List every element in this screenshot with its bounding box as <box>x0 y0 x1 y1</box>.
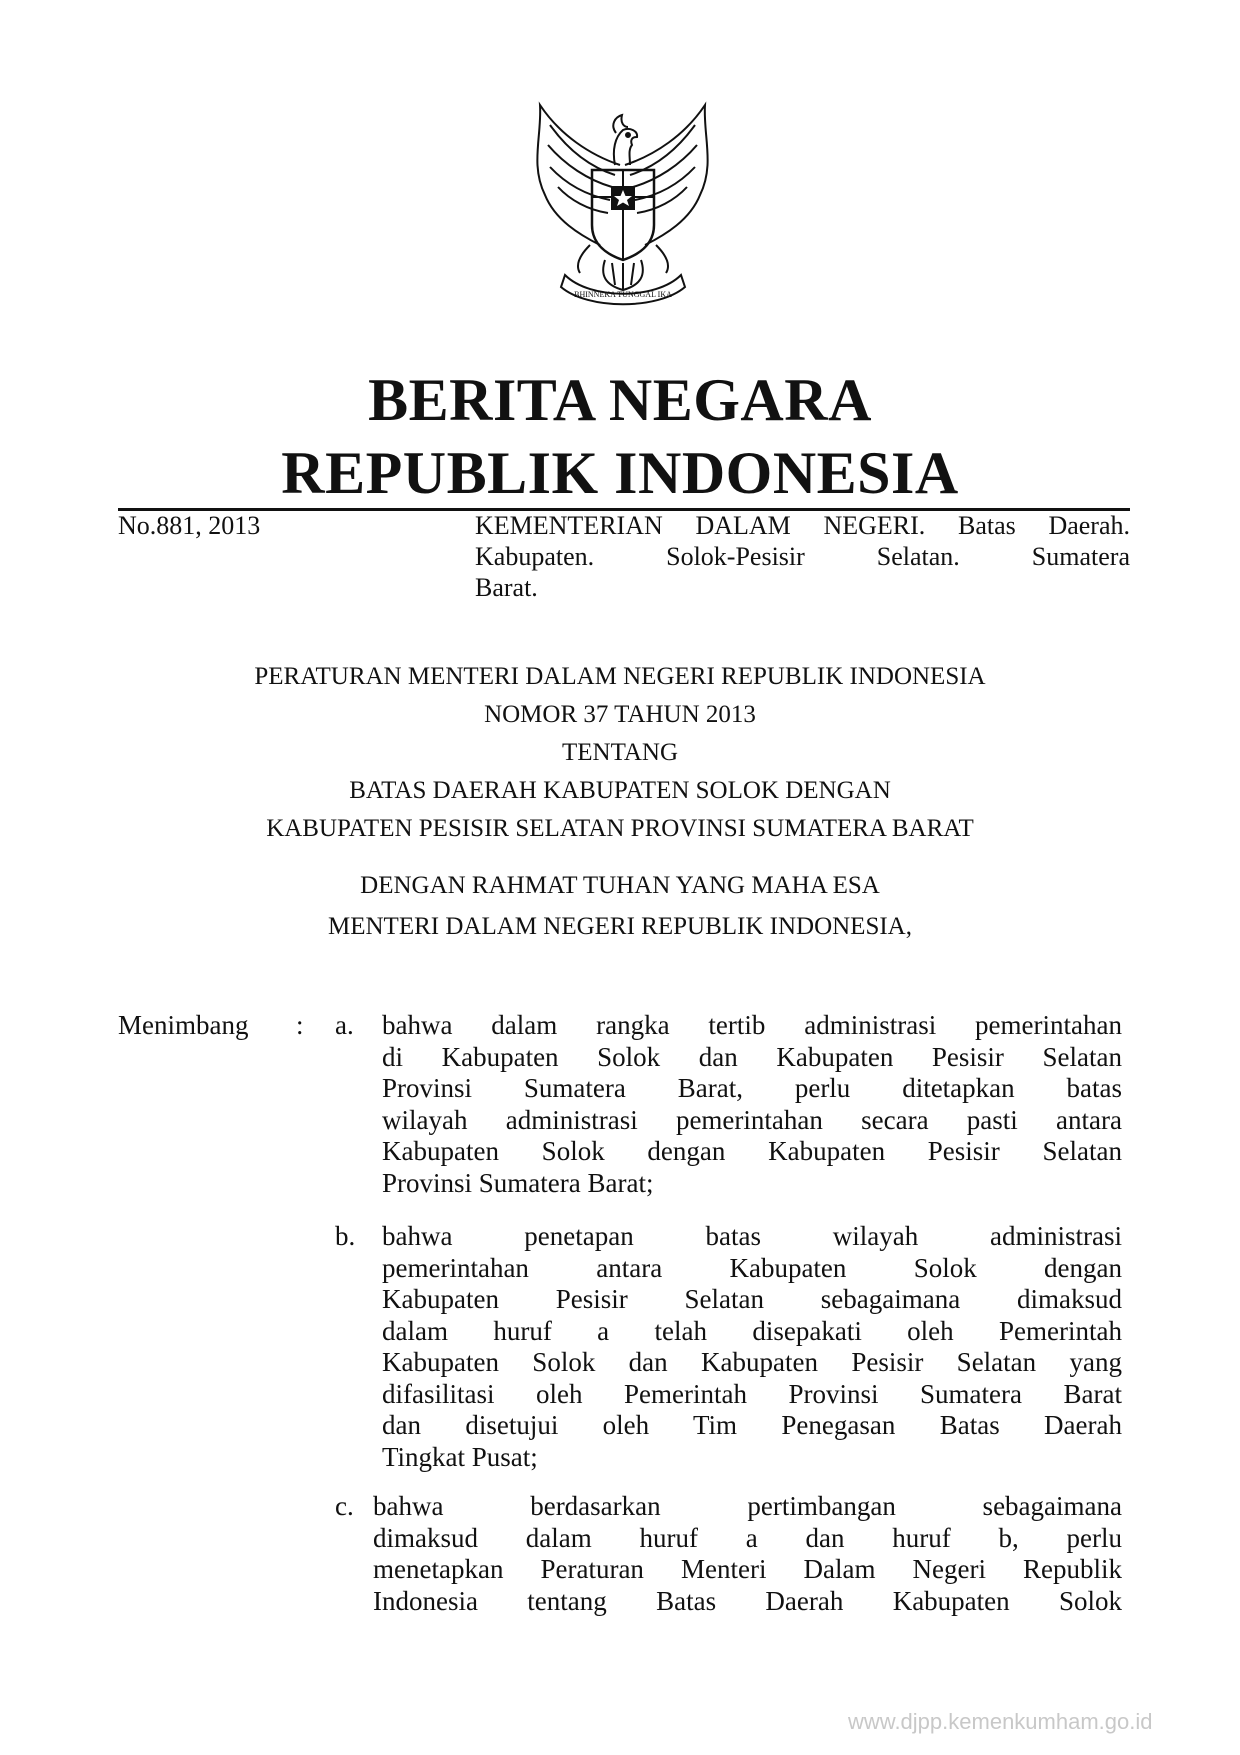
consideration-line: Provinsi Sumatera Barat, perlu ditetapkan batas <box>382 1073 1122 1103</box>
gazette-number: No.881, 2013 <box>118 511 261 540</box>
menimbang-label: Menimbang <box>118 1010 249 1040</box>
consideration-line: menetapkan Peraturan Menteri Dalam Negeri Republik <box>373 1554 1122 1584</box>
emblem-motto: BHINNEKA TUNGGAL IKA <box>574 290 672 299</box>
consideration-line: pemerintahan antara Kabupaten Solok dengan <box>382 1252 1122 1283</box>
gazette-subject <box>475 510 1130 603</box>
regulation-subject-line: KABUPATEN PESISIR SELATAN PROVINSI SUMATERA BARAT <box>266 815 974 842</box>
masthead-title-line1: BERITA NEGARA <box>368 367 872 433</box>
consideration-line: bahwa berdasarkan pertimbangan sebagaimana <box>373 1491 1122 1521</box>
regulation-about: TENTANG <box>561 739 679 766</box>
consideration-line: Provinsi Sumatera Barat; <box>382 1167 654 1198</box>
consideration-line: dimaksud dalam huruf a dan huruf b, perlu <box>373 1522 1122 1553</box>
consideration-item-a <box>382 1010 1122 1199</box>
consideration-item-c <box>373 1491 1122 1617</box>
consideration-item-b <box>382 1221 1122 1473</box>
consideration-line: di Kabupaten Solok dan Kabupaten Pesisir Selatan <box>382 1041 1122 1072</box>
consideration-letter-b: b. <box>335 1221 356 1251</box>
consideration-line: bahwa penetapan batas wilayah administrasi <box>382 1221 1122 1251</box>
preamble-line: DENGAN RAHMAT TUHAN YANG MAHA ESA <box>360 872 880 899</box>
gazette-subject-line: Kabupaten. Solok-Pesisir Selatan. Sumatera <box>475 542 1130 571</box>
consideration-line: bahwa dalam rangka tertib administrasi pemerintahan <box>382 1010 1122 1040</box>
preamble-line: MENTERI DALAM NEGERI REPUBLIK INDONESIA, <box>328 913 912 940</box>
consideration-letter-a: a. <box>335 1010 354 1040</box>
regulation-title <box>0 658 1240 848</box>
garuda-pancasila-emblem-icon <box>520 95 725 310</box>
consideration-letter-c: c. <box>335 1491 354 1521</box>
consideration-line: Kabupaten Solok dan Kabupaten Pesisir Selatan yang <box>382 1347 1122 1377</box>
gazette-subject-line: Barat. <box>475 573 538 602</box>
consideration-line: wilayah administrasi pemerintahan secara pasti antara <box>382 1104 1122 1135</box>
regulation-number: NOMOR 37 TAHUN 2013 <box>484 701 756 728</box>
regulation-title-line: PERATURAN MENTERI DALAM NEGERI REPUBLIK INDONESIA <box>254 663 986 690</box>
consideration-line: Kabupaten Pesisir Selatan sebagaimana dimaksud <box>382 1284 1122 1314</box>
preamble <box>0 865 1240 947</box>
menimbang-colon: : <box>296 1010 304 1040</box>
masthead-title-line2: REPUBLIK INDONESIA <box>281 440 959 506</box>
consideration-line: dalam huruf a telah disepakati oleh Pemerintah <box>382 1315 1122 1346</box>
gazette-subject-line: KEMENTERIAN DALAM NEGERI. Batas Daerah. <box>475 511 1130 540</box>
consideration-line: Tingkat Pusat; <box>382 1441 538 1472</box>
consideration-line: difasilitasi oleh Pemerintah Provinsi Sumatera Barat <box>382 1378 1122 1409</box>
website-watermark: www.djpp.kemenkumham.go.id <box>848 1709 1153 1734</box>
consideration-line: Indonesia tentang Batas Daerah Kabupaten Solok <box>373 1585 1122 1616</box>
consideration-line: Kabupaten Solok dengan Kabupaten Pesisir Selatan <box>382 1136 1122 1166</box>
consideration-line: dan disetujui oleh Tim Penegasan Batas Daerah <box>382 1410 1122 1440</box>
regulation-subject-line: BATAS DAERAH KABUPATEN SOLOK DENGAN <box>349 777 891 804</box>
